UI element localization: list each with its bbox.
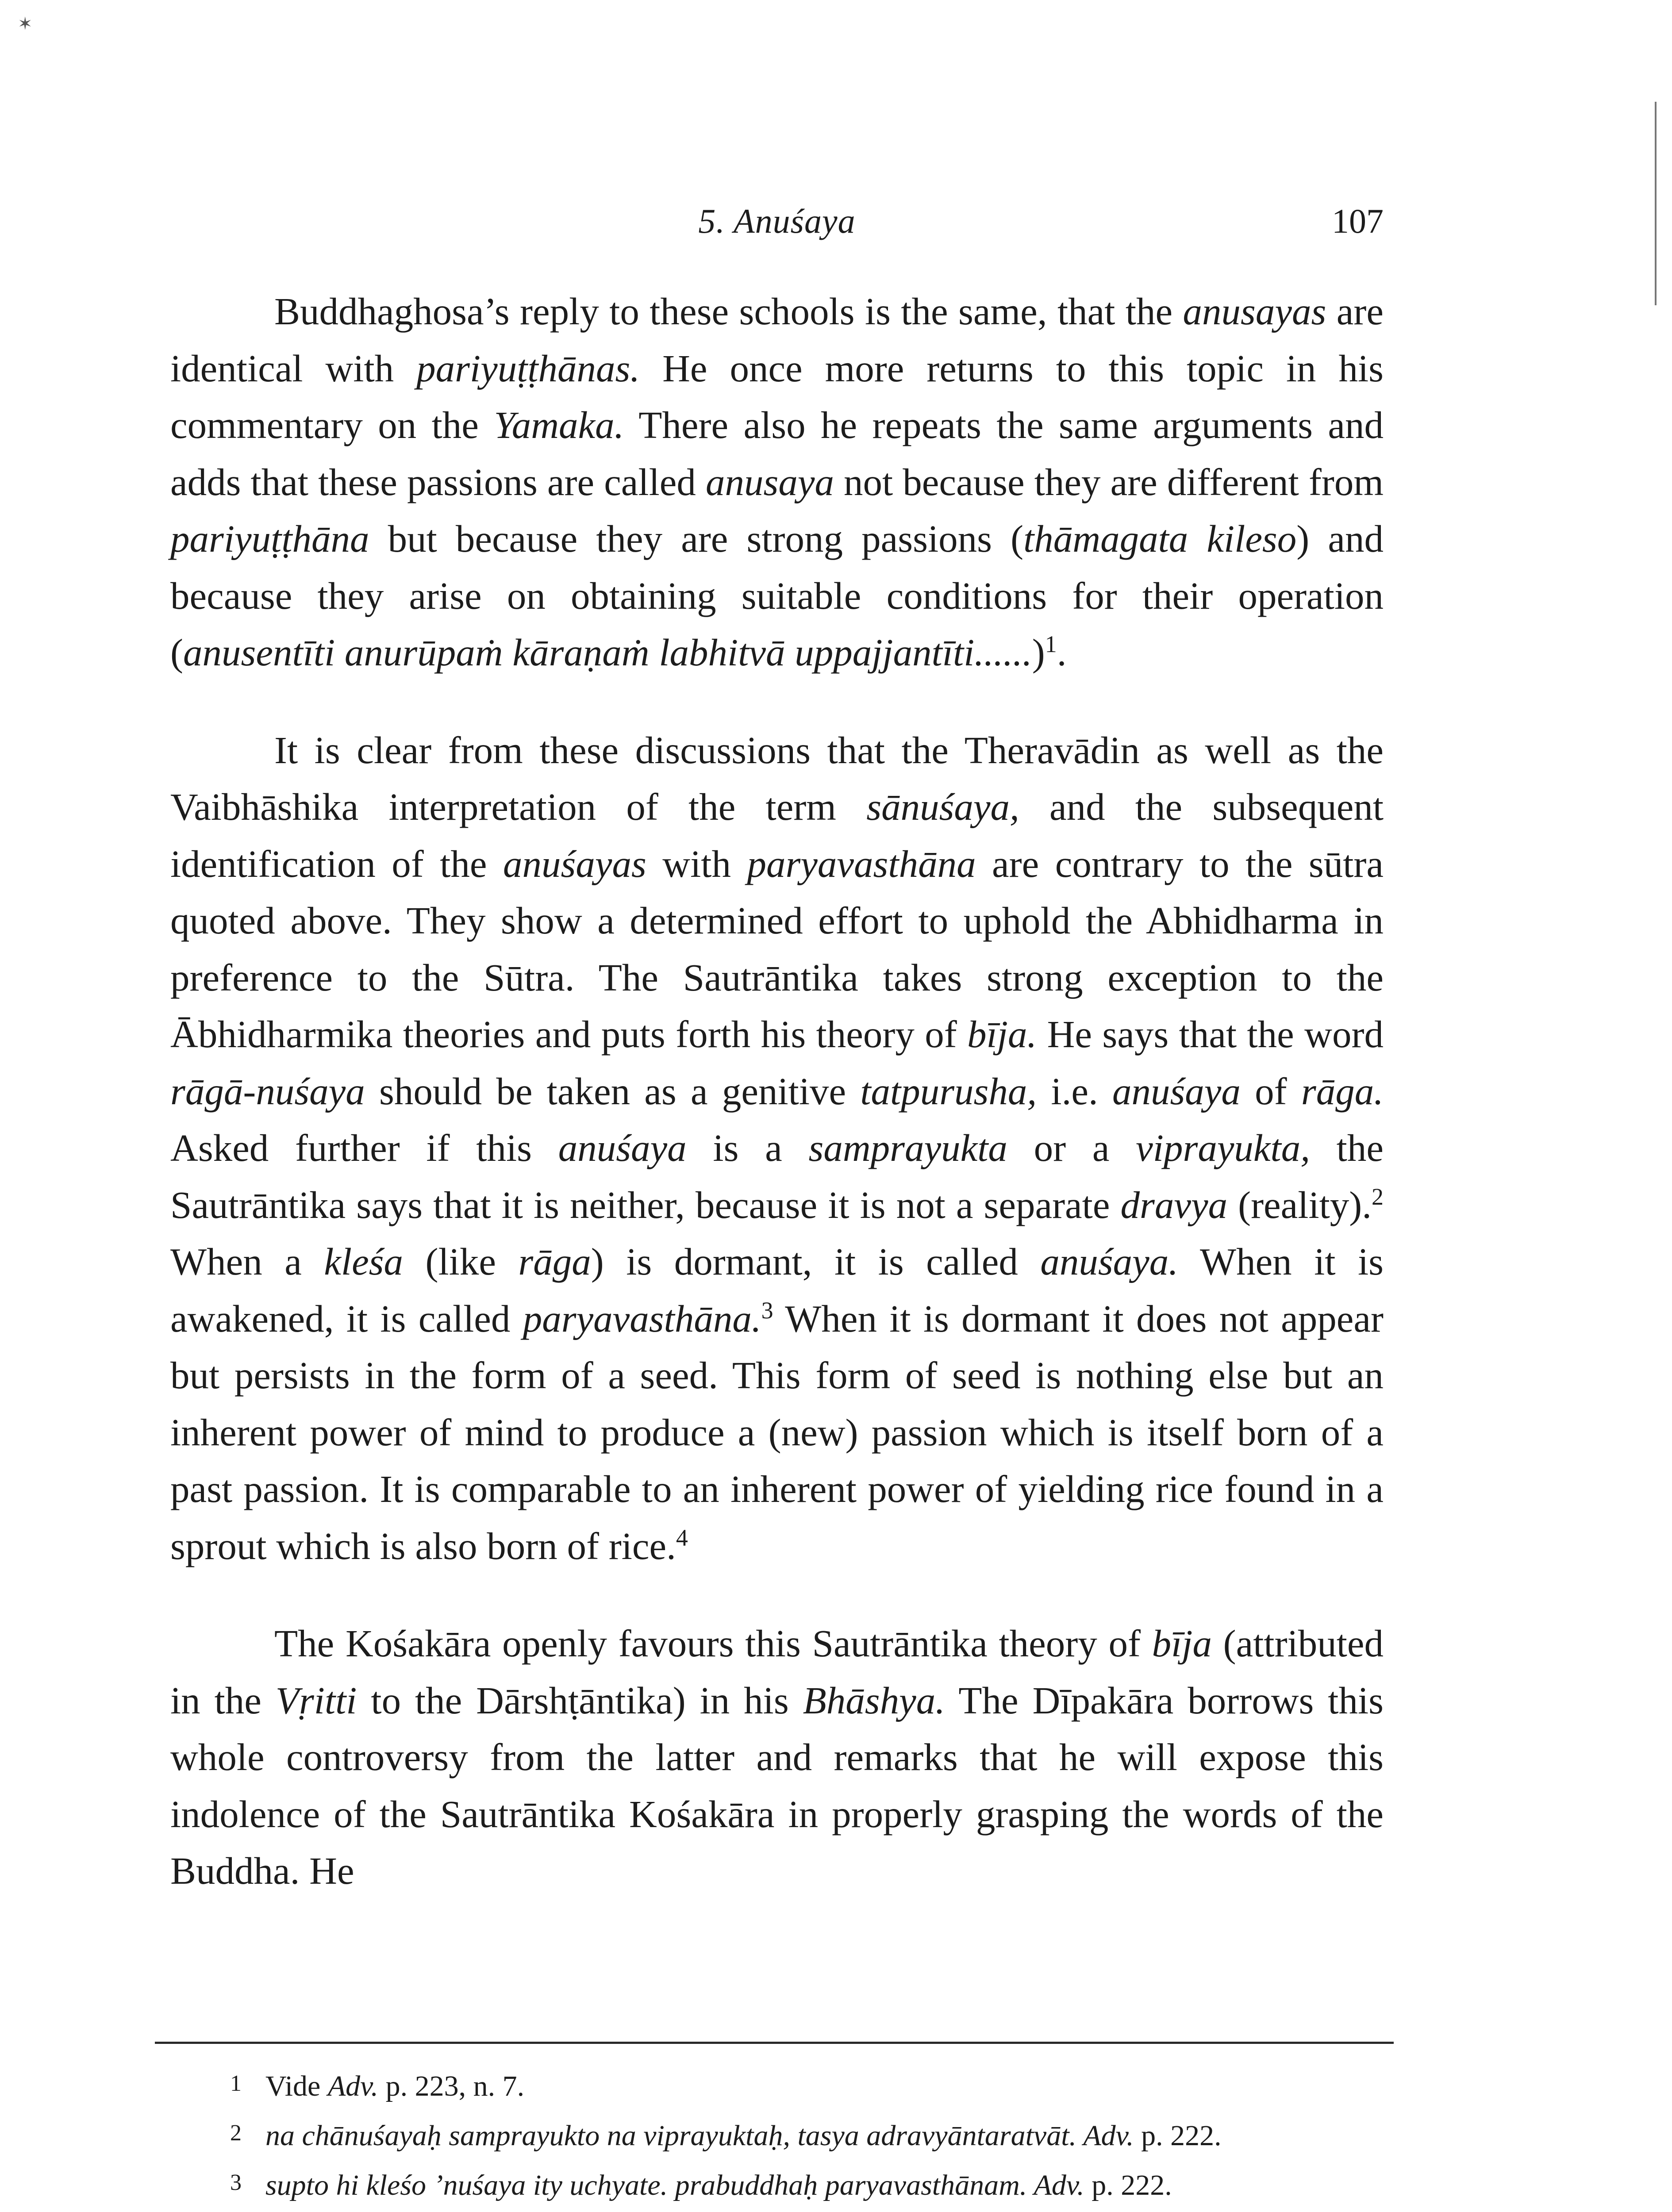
footnotes [230,2062,1389,2212]
text-run: (attributed in the [170,1622,1384,1722]
text-run: or a [1007,1126,1136,1169]
italic-term: samprayukta [808,1126,1007,1169]
text-run: ) [1032,631,1045,674]
text-run: The Dīpakāra borrows this whole controversy from the latter and remarks that he will expose this indolence of the Sautrāntika Kośakāra in properly grasping the words of the Buddha. He [170,1678,1384,1892]
italic-term: viprayukta, [1136,1126,1310,1169]
footnote-line [230,2111,1389,2161]
italic-term: bīja [1152,1622,1212,1665]
italic-term: anusaya [705,460,834,503]
italic-term: bīja. [967,1013,1037,1056]
italic-term: anuśaya [558,1126,687,1169]
text-run: There also he repeats the same arguments and adds that these passions are called [170,403,1384,503]
footnote-line [230,2062,1389,2111]
text-run: to the Dārshṭāntika) in his [357,1678,803,1722]
footnote-ref: 3 [761,1297,773,1324]
italic-term: kleśa [324,1240,404,1283]
text-run: with [646,842,747,885]
running-head: 5. Anuśaya [698,202,856,240]
text-run: . [1057,631,1067,674]
text-run: and the subsequent identification of the [170,785,1384,885]
text-run: (reality). [1227,1183,1372,1226]
italic-term: tatpurusha, [860,1069,1037,1113]
text-run: are identical with [170,290,1384,390]
italic-term: paryavasthāna [747,842,976,885]
text-run: should be taken as a genitive [365,1069,861,1113]
italic-term: supto hi kleśo ’nuśaya ity uchyate. prabuddhaḥ paryavasthānam. Adv. [265,2169,1084,2201]
text-run: The Kośakāra openly favours this Sautrāntika theory of [274,1622,1152,1665]
text-run: not because they are different from [834,460,1384,503]
footnote-3 [230,2161,1389,2212]
text-run: of [1240,1069,1301,1113]
italic-term: anusayas [1183,290,1326,333]
footnote-continuation [230,2210,1389,2212]
text-run: Vide [265,2070,328,2102]
italic-term: Vṛitti [275,1678,357,1722]
footnote-number: 2 [230,2120,242,2146]
italic-term: anuśayas [503,842,646,885]
italic-term: Yamaka. [494,403,624,446]
italic-term: sānuśaya, [866,785,1019,828]
footnote-line [230,2161,1389,2210]
italic-term: Adv. [327,2070,379,2102]
text-run: (like [403,1240,519,1283]
italic-term: Bhāshya. [803,1678,945,1722]
text-run: is a [686,1126,809,1169]
italic-term: rāga [518,1240,591,1283]
text-run: ) and because they arise on obtaining suitable conditions for their operation ( [170,517,1384,674]
italic-term: na chānuśayaḥ samprayukto na viprayuktaḥ, tasya adravyāntaratvāt. Adv. [265,2120,1134,2152]
footnote-separator [155,2042,1394,2044]
text-run: p. 222. [1134,2120,1222,2152]
footnote-number: 3 [230,2170,242,2195]
italic-term: rāgā-nuśaya [170,1069,365,1113]
footnote-number: 1 [230,2071,242,2096]
text-run: ) is dormant, it is called [591,1240,1041,1283]
italic-term: anuśaya. [1040,1240,1179,1283]
paragraph-3 [170,1615,1384,1900]
text-run: p. 223, n. 7. [378,2070,525,2102]
text-run: but because they are strong passions ( [369,517,1024,560]
footnote-ref: 1 [1045,631,1057,657]
text-run: He says that the word [1037,1013,1384,1056]
page-number: 107 [1332,202,1384,240]
text-run: p. 222. [1084,2169,1172,2201]
italic-term: anuśaya [1112,1069,1241,1113]
paragraph-2 [170,722,1384,1575]
body-text [170,283,1384,1900]
text-run: When it is dormant it does not appear but persists in the form of a seed. This form of seed is nothing else but an inherent power of mind to produce a (new) passion which is itself born of a past passion. It is comparable to an inherent power of yielding rice found in a sprout which is also born of rice. [170,1297,1384,1567]
text-run: When a [170,1240,324,1283]
text-run: are contrary to the sūtra quoted above. They show a determined effort to uphold the Abhidharma in preference to the Sūtra. The Sautrāntika takes strong exception to the Ābhidharmika theories and puts forth his theory of [170,842,1384,1056]
text-run: Buddhaghosa’s reply to these schools is the same, that the [274,290,1183,333]
scan-artifact-icon: ✶ [18,14,33,34]
footnote-ref: 2 [1372,1183,1384,1210]
text-run: When it is awakened, it is called [170,1240,1384,1340]
italic-term: paryavasthāna. [523,1297,761,1340]
text-run: i.e. [1037,1069,1112,1113]
text-run: It is clear from these discussions that the Theravādin as well as the Vaibhāshika interpretation of the term [170,728,1384,828]
footnote-ref: 4 [676,1524,688,1551]
italic-term: rāga. [1301,1069,1384,1113]
text-run: Asked further if this [170,1126,558,1169]
footnote-1 [230,2062,1389,2111]
text-run: He once more returns to this topic in his commentary on the [170,346,1384,446]
italic-term: thāmagata kileso [1023,517,1297,560]
italic-term: pariyuṭṭhāna [170,517,369,560]
page-header [170,201,1384,254]
footnote-2 [230,2111,1389,2161]
paragraph-1 [170,283,1384,681]
italic-term: pariyuṭṭhānas. [416,346,640,390]
italic-term: dravya [1120,1183,1228,1226]
page-edge-line [1655,102,1657,305]
text-run: the Sautrāntika says that it is neither, because it is not a separate [170,1126,1384,1226]
italic-term: anusentīti anurūpaṁ kāraṇaṁ labhitvā uppajjantīti...... [183,631,1032,674]
